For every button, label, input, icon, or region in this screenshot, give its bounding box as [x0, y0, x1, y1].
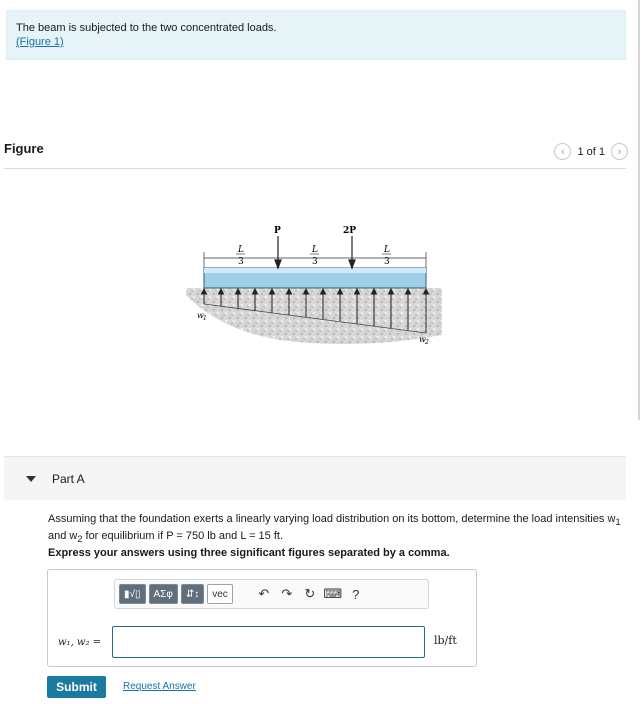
part-a-label: Part A [52, 471, 85, 486]
answer-label: w₁, w₂ = [58, 636, 102, 648]
templates-button[interactable]: ▮√▯ [119, 584, 146, 604]
figure-pager [554, 143, 628, 160]
problem-intro [6, 10, 626, 60]
question-text: Assuming that the foundation exerts a linearly varying load distribution on its bottom, determine the load intensities $w_1$ and $w_2$ for equilibrium if P = 750 lb and L = 15 ft. [48, 513, 621, 545]
dim-3-2: 3 [312, 257, 318, 267]
collapse-triangle-icon [26, 476, 36, 482]
keyboard-icon[interactable]: ⌨ [323, 586, 343, 601]
part-a-header[interactable] [4, 456, 626, 500]
figure-link[interactable]: (Figure 1) [16, 36, 64, 48]
pager-text: 1 of 1 [577, 145, 605, 158]
prev-figure-button[interactable]: ‹ [554, 143, 571, 160]
submit-button[interactable]: Submit [47, 676, 106, 698]
figure-heading: Figure [4, 141, 44, 156]
dim-3-3: 3 [384, 257, 390, 267]
dim-l-1: L [238, 245, 244, 255]
math-toolbar [114, 579, 429, 609]
redo-icon[interactable]: ↷ [281, 586, 293, 601]
ground-soil [186, 288, 442, 344]
dim-3-1: 3 [238, 257, 244, 267]
vec-button[interactable]: vec [207, 584, 233, 604]
undo-icon[interactable]: ↶ [258, 586, 270, 601]
arrows-button[interactable]: ⇵↕ [181, 584, 204, 604]
scrollbar[interactable] [638, 0, 640, 420]
request-answer-link[interactable]: Request Answer [123, 681, 196, 692]
figure-divider [4, 168, 626, 169]
answer-row [58, 626, 425, 658]
w2-sub: 2 [425, 339, 429, 346]
greek-button[interactable]: ΑΣφ [149, 584, 178, 604]
next-figure-button[interactable]: › [611, 143, 628, 160]
load-p-label: P [274, 226, 281, 236]
dim-l-3: L [384, 245, 390, 255]
w2-label: w [419, 335, 426, 344]
beam-figure [180, 220, 450, 350]
reset-icon[interactable]: ↻ [304, 586, 316, 601]
answer-box [47, 569, 477, 667]
answer-input[interactable] [112, 626, 425, 658]
w1-sub: 1 [203, 315, 207, 322]
intro-text: The beam is subjected to the two concentrated loads. [16, 22, 277, 34]
help-icon[interactable]: ? [352, 586, 360, 602]
w1-label: w [197, 311, 204, 320]
load-2p-label: 2P [343, 226, 357, 236]
express-instructions: Express your answers using three significant figures separated by a comma. [48, 547, 450, 559]
dim-l-2: L [312, 245, 318, 255]
units-label: lb/ft [434, 634, 457, 647]
